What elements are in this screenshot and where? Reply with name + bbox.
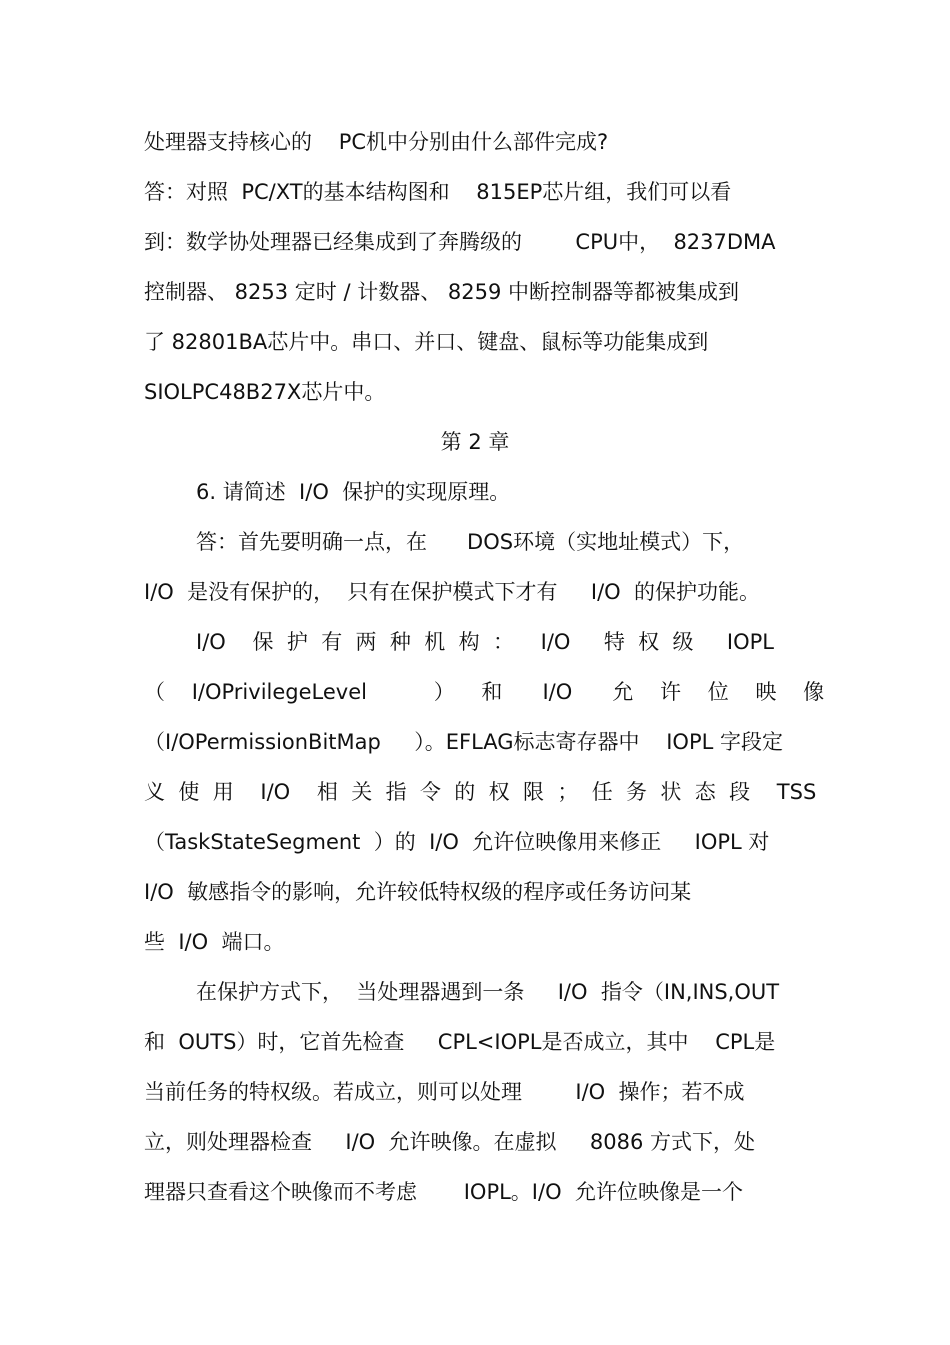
answer-line-13: 立，则处理器检查 I/O 允许映像。在虚拟 8086 方式下，处	[144, 1130, 756, 1154]
answer-line-1: 答：首先要明确一点，在 DOS环境（实地址模式）下，	[196, 530, 745, 554]
paragraph-line-5: 了 82801BA芯片中。串口、并口、键盘、鼠标等功能集成到	[144, 330, 709, 354]
answer-line-14: 理器只查看这个映像而不考虑 IOPL。I/O 允许位映像是一个	[144, 1180, 743, 1204]
answer-line-5: （I/OPermissionBitMap ）。EFLAG标志寄存器中 IOPL 字段定	[144, 730, 783, 754]
answer-line-6: 义 使 用 I/O 相 关 指 令 的 权 限 ； 任 务 状 态 段 TSS	[144, 780, 817, 804]
answer-line-11: 和 OUTS）时，它首先检查 CPL<IOPL是否成立，其中 CPL是	[144, 1030, 776, 1054]
question-line: 6. 请简述 I/O 保护的实现原理。	[196, 480, 511, 504]
paragraph-line-3: 到：数学协处理器已经集成到了奔腾级的 CPU中， 8237DMA	[144, 230, 776, 254]
paragraph-line-2: 答：对照 PC/XT的基本结构图和 815EP芯片组，我们可以看	[144, 180, 732, 204]
chapter-heading: 第 2 章	[440, 430, 510, 454]
paragraph-line-6: SIOLPC48B27X芯片中。	[144, 380, 386, 404]
answer-line-2: I/O 是没有保护的， 只有在保护模式下才有 I/O 的保护功能。	[144, 580, 761, 604]
answer-line-4: （ I/OPrivilegeLevel ） 和 I/O 允 许 位 映 像	[144, 680, 825, 704]
answer-line-7: （TaskStateSegment ）的 I/O 允许位映像用来修正 IOPL 对	[144, 830, 770, 854]
answer-line-10: 在保护方式下， 当处理器遇到一条 I/O 指令（IN,INS,OUT	[196, 980, 780, 1004]
answer-line-12: 当前任务的特权级。若成立，则可以处理 I/O 操作；若不成	[144, 1080, 745, 1104]
answer-line-9: 些 I/O 端口。	[144, 930, 285, 954]
answer-line-3: I/O 保 护 有 两 种 机 构 ： I/O 特 权 级 IOPL	[196, 630, 774, 654]
paragraph-line-4: 控制器、 8253 定时 / 计数器、 8259 中断控制器等都被集成到	[144, 280, 740, 304]
paragraph-line-1: 处理器支持核心的 PC机中分别由什么部件完成?	[144, 130, 609, 154]
answer-line-8: I/O 敏感指令的影响，允许较低特权级的程序或任务访问某	[144, 880, 692, 904]
